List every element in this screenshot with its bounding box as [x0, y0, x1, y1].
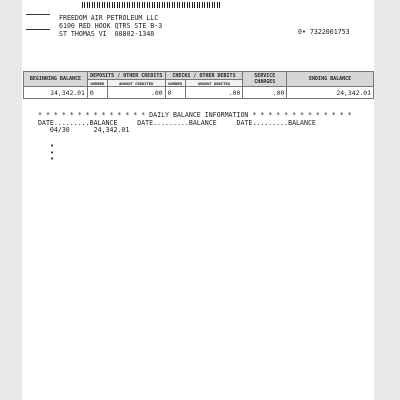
- dot: •: [50, 155, 55, 163]
- service-charges-value: .00: [243, 87, 287, 99]
- account-number: 0• 7322001753: [298, 28, 350, 36]
- table-row: [24, 87, 374, 99]
- checks-number-value: 0: [165, 87, 185, 99]
- daily-balance-section: [38, 112, 352, 135]
- statement-page: [22, 0, 374, 400]
- address-line-1: FREEDOM AIR PETROLEUM LLC: [59, 14, 159, 22]
- bar-mark-bottom: [26, 29, 50, 30]
- address-line-2: 6100 RED HOOK QTRS STE B-3: [59, 22, 163, 31]
- ending-balance-header: ENDING BALANCE: [287, 72, 374, 87]
- amount-credited-value: .00: [107, 87, 165, 99]
- amount-credited-header: AMOUNT CREDITED: [107, 80, 165, 87]
- amount-debited-header: AMOUNT DEBITED: [185, 80, 243, 87]
- amount-debited-value: .00: [185, 87, 243, 99]
- deposits-header: DEPOSITS / OTHER CREDITS: [87, 72, 165, 80]
- dot: •: [50, 142, 55, 150]
- service-charges-header: SERVICE CHARGES: [243, 72, 287, 87]
- deposits-number-header: NUMBER: [87, 80, 107, 87]
- daily-row-date: 04/30: [49, 126, 70, 135]
- daily-balance-title: * * * * * * * * * * * * * * DAILY BALANCE INFORMATION * * * * * * * * * * * * *: [38, 111, 352, 119]
- deposits-number-value: 0: [87, 87, 107, 99]
- summary-table: [23, 71, 374, 99]
- checks-header: CHECKS / OTHER DEBITS: [165, 72, 243, 80]
- ending-balance-value: 24,342.01: [287, 87, 374, 99]
- continuation-dots: [50, 143, 54, 163]
- dot: •: [50, 148, 55, 157]
- checks-number-header: NUMBER: [165, 80, 185, 87]
- daily-balance-col-headers: DATE.........BALANCE DATE.........BALANCE DATE.........BALANCE: [38, 118, 316, 127]
- mailing-address: [59, 14, 162, 39]
- beginning-balance-value: 24,342.01: [24, 87, 88, 99]
- daily-row-balance: 24,342.01: [93, 126, 130, 135]
- address-line-3: ST THOMAS VI 00802-1348: [59, 30, 155, 39]
- beginning-balance-header: BEGINNING BALANCE: [24, 72, 88, 87]
- postal-barcode: [82, 2, 222, 8]
- top-line: [22, 0, 374, 1]
- bar-mark-top: [26, 14, 50, 15]
